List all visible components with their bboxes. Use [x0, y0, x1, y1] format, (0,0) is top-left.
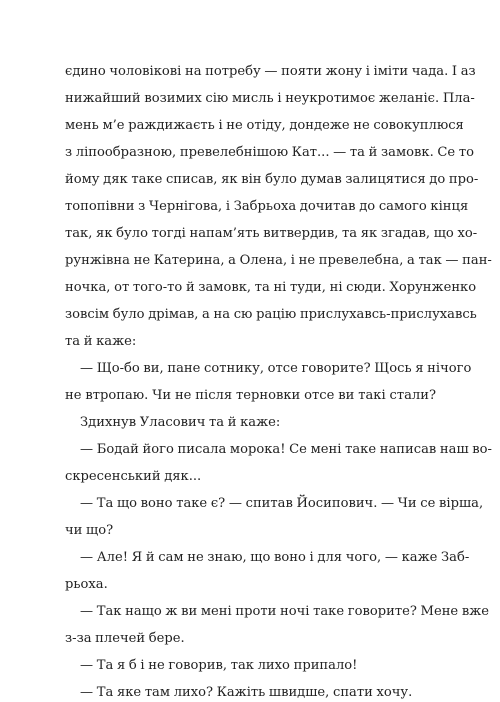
text-line: — Та я б і не говорив, так лихо припало! — [80, 658, 358, 673]
text-line: чи що? — [65, 523, 114, 538]
text-line: Здихнув Уласович та й каже: — [80, 415, 281, 430]
text-line: так, як було тогді напам’ять витвердив, та як згадав, що хо- — [65, 226, 478, 241]
text-line: з-за плечей бере. — [65, 631, 185, 646]
text-line: скресенський дяк... — [65, 469, 202, 484]
text-line: мень м’е раждижаєть і не отіду, дондеже не совокуплюся — [65, 118, 464, 133]
text-line: — Та що воно таке є? — спитав Йосипович. — Чи се вірша, — [80, 496, 484, 511]
text-line: рьоха. — [65, 577, 108, 592]
text-line: йому дяк таке списав, як він було думав залицятися до про- — [65, 172, 479, 187]
text-line: ночка, от того-то й замовк, та ні туди, ні сюди. Хорунженко — [65, 280, 477, 295]
text-line: топопівни з Чернігова, і Забрьоха дочитав до самого кінця — [65, 199, 469, 214]
text-line: — Бодай його писала морока! Се мені таке написав наш во- — [80, 442, 492, 457]
text-line: — Але! Я й сам не знаю, що воно і для чого, — каже Заб- — [80, 550, 470, 565]
text-line: — Що-бо ви, пане сотнику, отсе говорите? Щось я нічого — [80, 361, 472, 376]
text-line: з ліпообразною, превелебнішою Кат... — та й замовк. Се то — [65, 145, 474, 160]
text-line: зовсім було дрімав, а на сю рацію прислухавсь-прислухавсь — [65, 307, 477, 322]
text-line: не втропаю. Чи не після терновки отсе ви такі стали? — [65, 388, 436, 403]
text-line: — Так нащо ж ви мені проти ночі таке говорите? Мене вже — [80, 604, 489, 619]
text-line: — Та яке там лихо? Кажіть швидше, спати хочу. — [80, 685, 413, 700]
text-line: єдино чоловікові на потребу — пояти жону і іміти чада. І аз — [65, 64, 476, 79]
text-line: рунжівна не Катерина, а Олена, і не превелебна, а так — пан- — [65, 253, 492, 268]
text-line: нижайший возимих сію мисль і неукротимоє желаніє. Пла- — [65, 91, 475, 106]
text-line: та й каже: — [65, 334, 137, 349]
